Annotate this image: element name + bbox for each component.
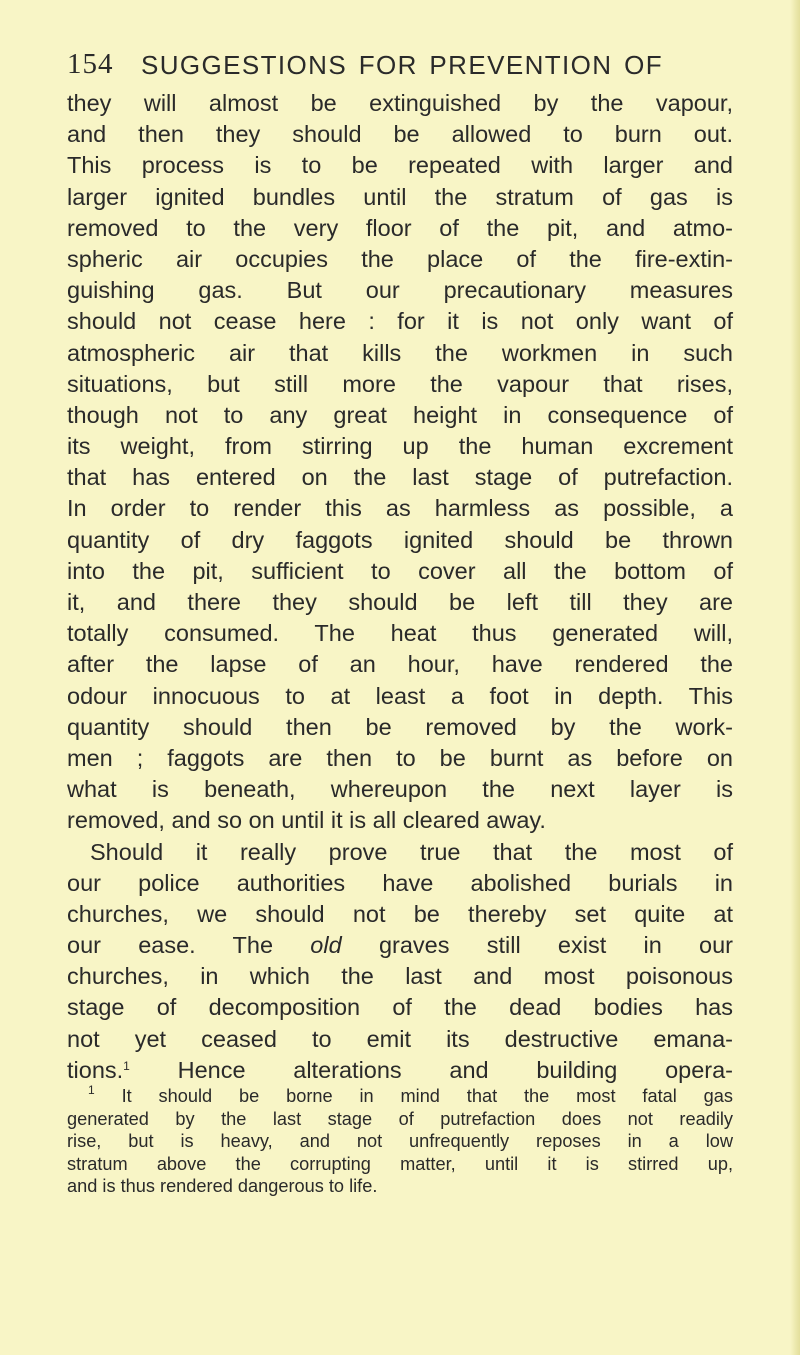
text-fragment: Hence alterations and building opera- [177, 1056, 733, 1083]
text-line-with-italic [67, 930, 733, 961]
text-line: situations, but still more the vapour that rises, [67, 370, 733, 397]
footnote-line: stratum above the corrupting matter, until it is stirred up, [67, 1153, 733, 1174]
footnote [67, 1085, 733, 1198]
text-line: removed, and so on until it is all cleared away. [67, 807, 546, 834]
footnote-line: generated by the last stage of putrefaction does not readily [67, 1108, 733, 1129]
footnote-line: rise, but is heavy, and not unfrequently reposes in a low [67, 1131, 733, 1151]
text-line: it, and there they should be left till they are [67, 589, 733, 615]
text-line: its weight, from stirring up the human excrement [67, 433, 733, 460]
italic-word: old [310, 932, 342, 959]
footnote-line [67, 1085, 733, 1108]
text-line: In order to render this as harmless as possible, a [67, 495, 733, 522]
text-line: atmospheric air that kills the workmen in such [67, 339, 733, 366]
text-line: men ; faggots are then to be burnt as before on [67, 744, 733, 771]
text-line: This process is to be repeated with larger and [67, 152, 733, 179]
text-line: churches, we should not be thereby set quite at [67, 900, 733, 927]
text-line: not yet ceased to emit its destructive emana- [67, 1025, 733, 1052]
text-line: after the lapse of an hour, have rendered the [67, 651, 733, 678]
text-line: quantity of dry faggots ignited should be thrown [67, 526, 733, 553]
footnote-reference: 1 [123, 1058, 130, 1073]
text-line-with-footnote-ref [67, 1055, 733, 1086]
text-line: though not to any great height in consequence of [67, 401, 733, 428]
text-line: what is beneath, whereupon the next layer is [67, 776, 733, 803]
text-line: stage of decomposition of the dead bodies has [67, 994, 733, 1021]
text-fragment: tions. [67, 1056, 124, 1083]
page-edge-shadow [790, 0, 800, 1355]
text-line: guishing gas. But our precautionary measures [67, 277, 733, 304]
text-fragment: graves still exist in our [378, 932, 734, 959]
text-line: our police authorities have abolished burials in [67, 869, 733, 896]
text-line: quantity should then be removed by the work- [67, 713, 733, 740]
footnote-line: and is thus rendered dangerous to life. [67, 1176, 378, 1196]
page-number: 154 [67, 48, 114, 80]
text-line: larger ignited bundles until the stratum of gas is [67, 183, 733, 210]
text-line: should not cease here : for it is not only want of [67, 308, 733, 335]
body-text [67, 88, 733, 1086]
text-line: that has entered on the last stage of putrefaction. [67, 464, 733, 491]
text-line: and then they should be allowed to burn out. [67, 121, 733, 148]
text-line: odour innocuous to at least a foot in depth. This [67, 682, 733, 709]
text-line: churches, in which the last and most poisonous [67, 963, 733, 990]
text-line: removed to the very floor of the pit, and atmo- [67, 214, 733, 241]
footnote-marker: 1 [88, 1083, 95, 1097]
page-header [67, 44, 733, 84]
text-line: they will almost be extinguished by the vapour, [67, 90, 733, 116]
text-fragment: our ease. The [67, 932, 274, 959]
text-line: spheric air occupies the place of the fire-extin- [67, 245, 733, 272]
text-line: totally consumed. The heat thus generated will, [67, 620, 733, 647]
text-line: into the pit, sufficient to cover all the bottom of [67, 557, 733, 584]
footnote-text: It should be borne in mind that the most fatal gas [121, 1086, 733, 1106]
text-line: Should it really prove true that the most of [90, 838, 733, 865]
running-head: SUGGESTIONS FOR PREVENTION OF [141, 50, 663, 80]
